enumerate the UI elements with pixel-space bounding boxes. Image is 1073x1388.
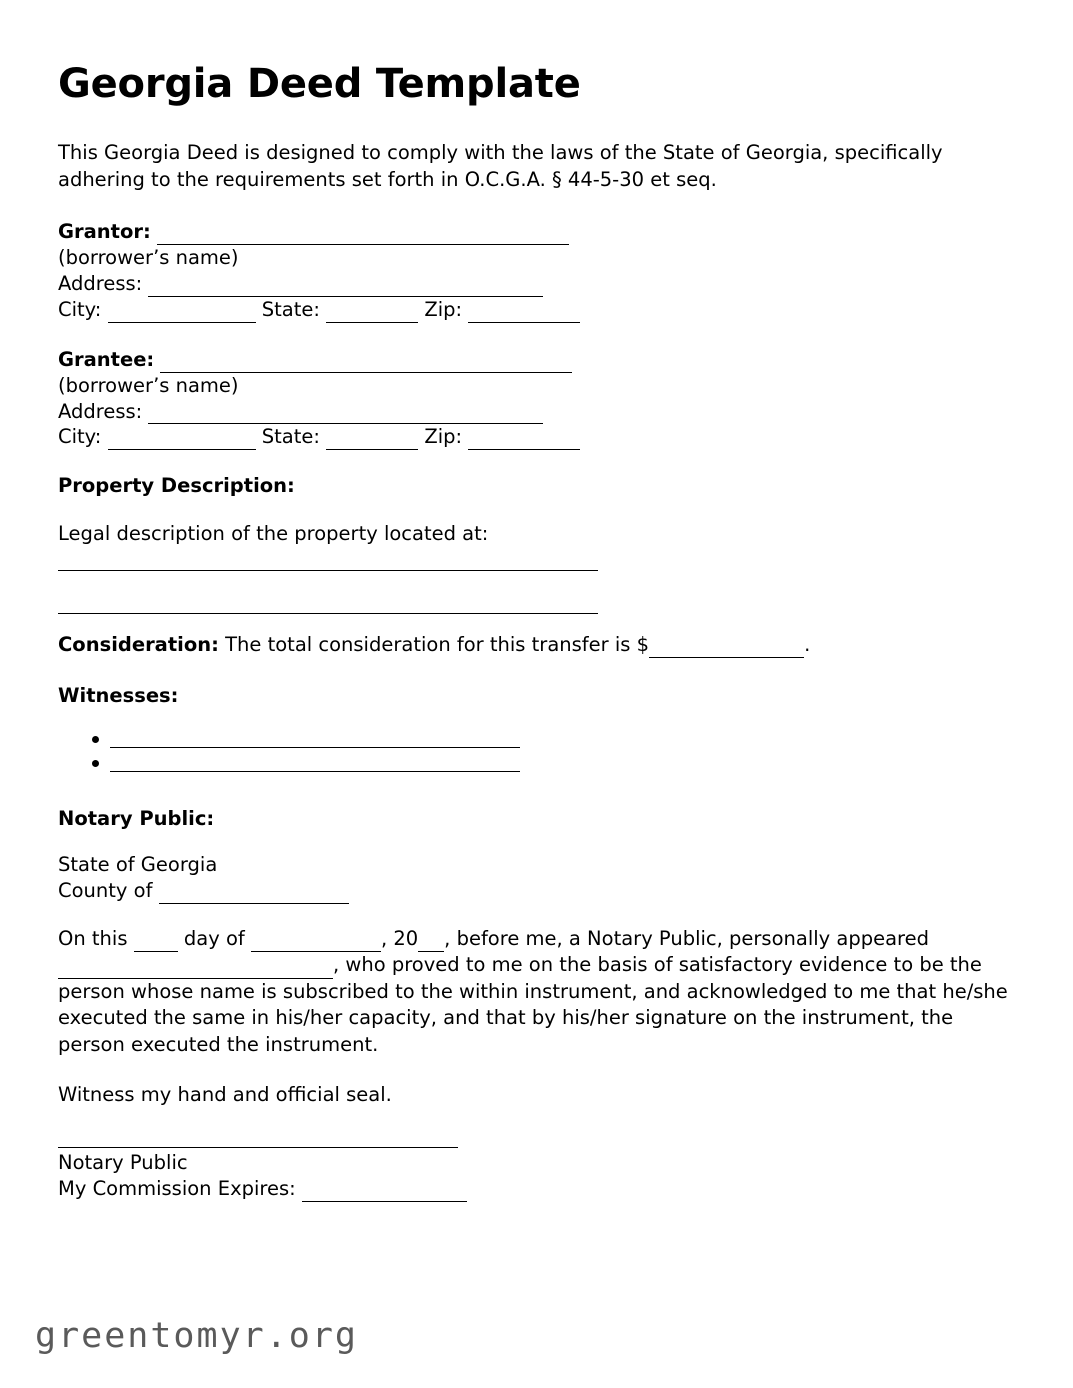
- notary-jurisdiction-block: [58, 852, 1008, 904]
- grantor-zip-field[interactable]: [468, 303, 580, 323]
- grantee-city-label: City:: [58, 425, 102, 449]
- notary-acknowledgment-paragraph: [58, 926, 1008, 1059]
- grantor-city-state-zip-line: [58, 297, 1008, 323]
- page-title: Georgia Deed Template: [58, 61, 581, 107]
- document-body: [58, 62, 1008, 1202]
- property-description-text: Legal description of the property located at:: [58, 522, 489, 546]
- witness-signature-field-2[interactable]: [110, 771, 520, 772]
- consideration-line: [58, 632, 1008, 658]
- ack-text-2: day of: [177, 926, 251, 950]
- grantee-label: Grantee:: [58, 347, 155, 371]
- notary-commission-line: [58, 1176, 1008, 1202]
- ack-text-4: , before me, a Notary Public, personally appeared: [444, 926, 930, 950]
- list-item: [58, 729, 1008, 753]
- grantor-name-line: [58, 219, 1008, 245]
- grantee-address-label: Address:: [58, 399, 143, 423]
- grantor-state-label: State:: [261, 297, 320, 321]
- list-item: [58, 753, 1008, 777]
- witnesses-heading: Witnesses:: [58, 683, 179, 707]
- notary-state-line: State of Georgia: [58, 852, 218, 876]
- grantor-name-field[interactable]: [157, 225, 569, 245]
- ack-text-1: On this: [58, 926, 134, 950]
- bullet-icon: [92, 736, 99, 743]
- grantor-address-line: [58, 271, 1008, 297]
- grantor-state-field[interactable]: [326, 303, 418, 323]
- grantee-zip-label: Zip:: [424, 425, 463, 449]
- grantee-name-field[interactable]: [160, 353, 572, 373]
- notary-appearer-name-field[interactable]: [58, 959, 333, 979]
- grantee-block: [58, 347, 1008, 451]
- grantee-zip-field[interactable]: [468, 431, 580, 451]
- ack-text-5: , who proved to me on the basis of satisfactory evidence to be the person whose name is subscribed to the within instrument, and acknowledged to me that he/she executed the same in his/her capacity, and that by his/her signature on the instrument, the person executed the instrument.: [58, 953, 1008, 1056]
- notary-signature-field[interactable]: [58, 1147, 458, 1148]
- notary-signature-label: Notary Public: [58, 1150, 188, 1174]
- notary-month-field[interactable]: [251, 933, 381, 953]
- notary-commission-label: My Commission Expires:: [58, 1176, 296, 1200]
- grantor-city-label: City:: [58, 297, 102, 321]
- notary-county-field[interactable]: [159, 884, 349, 904]
- grantee-note: (borrower’s name): [58, 373, 239, 397]
- witness-seal-text: Witness my hand and official seal.: [58, 1083, 392, 1107]
- grantor-label: Grantor:: [58, 220, 151, 244]
- grantor-block: [58, 219, 1008, 323]
- witness-signature-field-1[interactable]: [110, 747, 520, 748]
- grantee-city-field[interactable]: [108, 431, 256, 451]
- grantor-city-field[interactable]: [108, 303, 256, 323]
- grantee-city-state-zip-line: [58, 424, 1008, 450]
- site-watermark: greentomyr.org: [35, 1316, 359, 1356]
- grantor-zip-label: Zip:: [424, 297, 463, 321]
- bullet-icon: [92, 760, 99, 767]
- grantee-name-line: [58, 347, 1008, 373]
- notary-year-field[interactable]: [418, 933, 444, 953]
- consideration-label: Consideration:: [58, 632, 219, 656]
- grantee-address-line: [58, 399, 1008, 425]
- notary-county-label: County of: [58, 878, 153, 902]
- grantee-state-field[interactable]: [326, 431, 418, 451]
- notary-public-heading: Notary Public:: [58, 806, 215, 830]
- grantor-note: (borrower’s name): [58, 245, 239, 269]
- grantor-address-field[interactable]: [148, 277, 543, 297]
- grantor-address-label: Address:: [58, 271, 143, 295]
- consideration-amount-field[interactable]: [649, 638, 804, 658]
- witness-list: [58, 729, 1008, 777]
- notary-commission-field[interactable]: [302, 1182, 467, 1202]
- ack-text-3: , 20: [380, 926, 419, 950]
- consideration-text: The total consideration for this transfer is $: [218, 632, 650, 656]
- grantee-state-label: State:: [261, 425, 320, 449]
- grantee-address-field[interactable]: [148, 405, 543, 425]
- notary-day-field[interactable]: [134, 933, 178, 953]
- consideration-trailing: .: [804, 632, 811, 656]
- notary-county-line: [58, 878, 1008, 904]
- intro-paragraph: This Georgia Deed is designed to comply with the laws of the State of Georgia, specifically adhering to the requirements set forth in O.C.G.A. § 44-5-30 et seq.: [58, 141, 943, 191]
- property-description-heading: Property Description:: [58, 474, 295, 498]
